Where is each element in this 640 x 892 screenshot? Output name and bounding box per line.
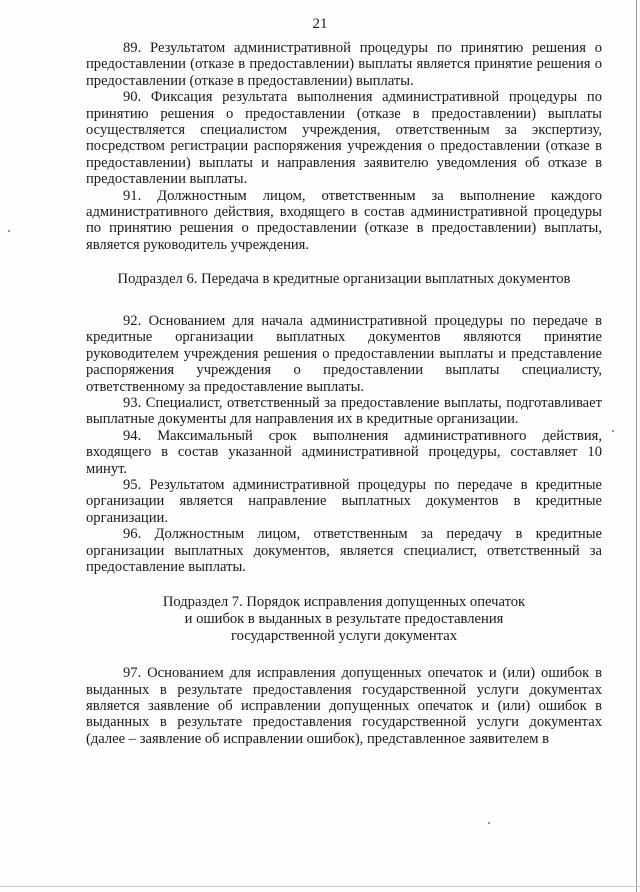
paragraph-96: 96. Должностным лицом, ответственным за передачу в кредитные организации выплатных документов, является специалист, ответственный за предоставление выплаты. — [86, 526, 602, 575]
scan-speck — [488, 822, 490, 824]
paragraph-89: 89. Результатом административной процедуры по принятию решения о предоставлении (отказе в предоставлении) выплаты является принятие решения о предоставлении (отказе в предоставлении) выплаты. — [86, 40, 602, 89]
scan-speck — [612, 430, 614, 432]
subsection-6-heading: Подраздел 6. Передача в кредитные организации выплатных документов — [117, 271, 571, 288]
paragraph-95: 95. Результатом административной процедуры по передаче в кредитные организации является направление выплатных документов в кредитные организации. — [86, 476, 602, 526]
subsection-7-heading-line-3: государственной услуги документах — [230, 627, 458, 644]
page-number: 21 — [312, 16, 328, 32]
paragraph-94: 94. Максимальный срок выполнения административного действия, входящего в состав указанной административной процедуры, составляет 10 минут. — [86, 427, 602, 477]
paragraph-90: 90. Фиксация результата выполнения административной процедуры по принятию решения о предоставлении (отказе в предоставлении) выплаты осуществляется специалистом учреждения, ответственным за экспертизу, посредством регистрации распоряжения учреждения о предоставлении (отказе в предоставлении) выплаты и направления заявителю уведомления об отказе в предоставлении выплаты. — [86, 89, 602, 188]
paragraph-97: 97. Основанием для исправления допущенных опечаток и (или) ошибок в выданных в результате предоставления государственной услуги документах является заявление об исправлении допущенных опечаток и (или) ошибок в выданных в результате предоставления государственной услуги документах (далее – заявление об исправлении ошибок), представленное заявителем в — [86, 665, 602, 747]
scan-bottom-edge — [0, 886, 640, 887]
paragraph-91: 91. Должностным лицом, ответственным за выполнение каждого административного действия, входящего в состав административной процедуры по принятию решения о предоставлении (отказе в предоставлении) выплаты, является руководитель учреждения. — [86, 187, 602, 253]
paragraph-92: 92. Основанием для начала административной процедуры по передаче в кредитные организации выплатных документов являются принятие руководителем учреждения решения о предоставлении выплаты и представление распоряжения учреждения о предоставлении выплаты специалисту, ответственному за предоставление выплаты. — [86, 312, 602, 395]
subsection-7-heading — [86, 594, 602, 644]
document-body — [86, 40, 602, 747]
paragraph-93: 93. Специалист, ответственный за предоставление выплаты, подготавливает выплатные документы для направления их в кредитные организации. — [86, 394, 602, 428]
subsection-7-heading-line-2: и ошибок в выданных в результате предоставления — [184, 610, 504, 627]
subsection-7-heading-line-1: Подраздел 7. Порядок исправления допущенных опечаток — [162, 594, 526, 611]
scan-edge-line — [636, 0, 637, 892]
scan-speck — [8, 230, 10, 232]
